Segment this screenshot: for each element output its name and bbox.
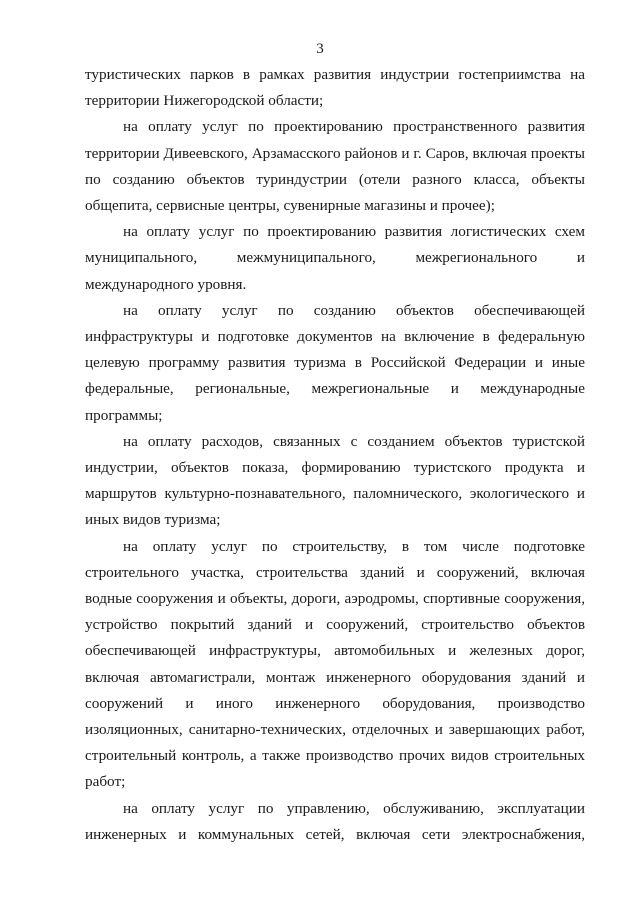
paragraph-utilities: на оплату услуг по управлению, обслуживанию, эксплуатации инженерных и коммунальных сетей, включая сети электроснабжения,: [85, 799, 585, 843]
paragraph-design-territory: на оплату услуг по проектированию пространственного развития территории Дивеевского, Арзамасского районов и г. Саров, включая проекты по созданию объектов туриндустрии (отели разного класса, объекты общепита, сервисные центры, сувенирные магазины и прочее);: [85, 118, 585, 215]
paragraph-infrastructure: на оплату услуг по созданию объектов обеспечивающей инфраструктуры и подготовке документов на включение в федеральную целевую программу развития туризма в Российской Федерации и иные федеральные, региональные, межрегиональные и международные программы;: [85, 301, 585, 424]
paragraph-continuation: туристических парков в рамках развития индустрии гостеприимства на территории Нижегородской области;: [85, 66, 585, 110]
paragraph-tourism-objects: на оплату расходов, связанных с созданием объектов туристской индустрии, объектов показа, формированию туристского продукта и маршрутов культурно-познавательного, паломнического, экологического и иных видов туризма;: [85, 432, 585, 529]
paragraph-logistics: на оплату услуг по проектированию развития логистических схем муниципального, межмуниципального, межрегионального и международного уровня.: [85, 223, 585, 293]
page-number: 3: [316, 41, 324, 57]
paragraph-construction: на оплату услуг по строительству, в том числе подготовке строительного участка, строительства зданий и сооружений, включая водные сооружения и объекты, дороги, аэродромы, спортивные сооружения, устройство покрытий зданий и сооружений, строительство объектов обеспечивающей инфраструктуры, автомобильных и железных дорог, включая автомагистрали, монтаж инженерного оборудования зданий и сооружений и иного инженерного оборудования, производство изоляционных, санитарно-технических, отделочных и завершающих работ, строительный контроль, а также производство прочих видов строительных работ;: [85, 537, 585, 791]
document-body: [85, 62, 585, 848]
